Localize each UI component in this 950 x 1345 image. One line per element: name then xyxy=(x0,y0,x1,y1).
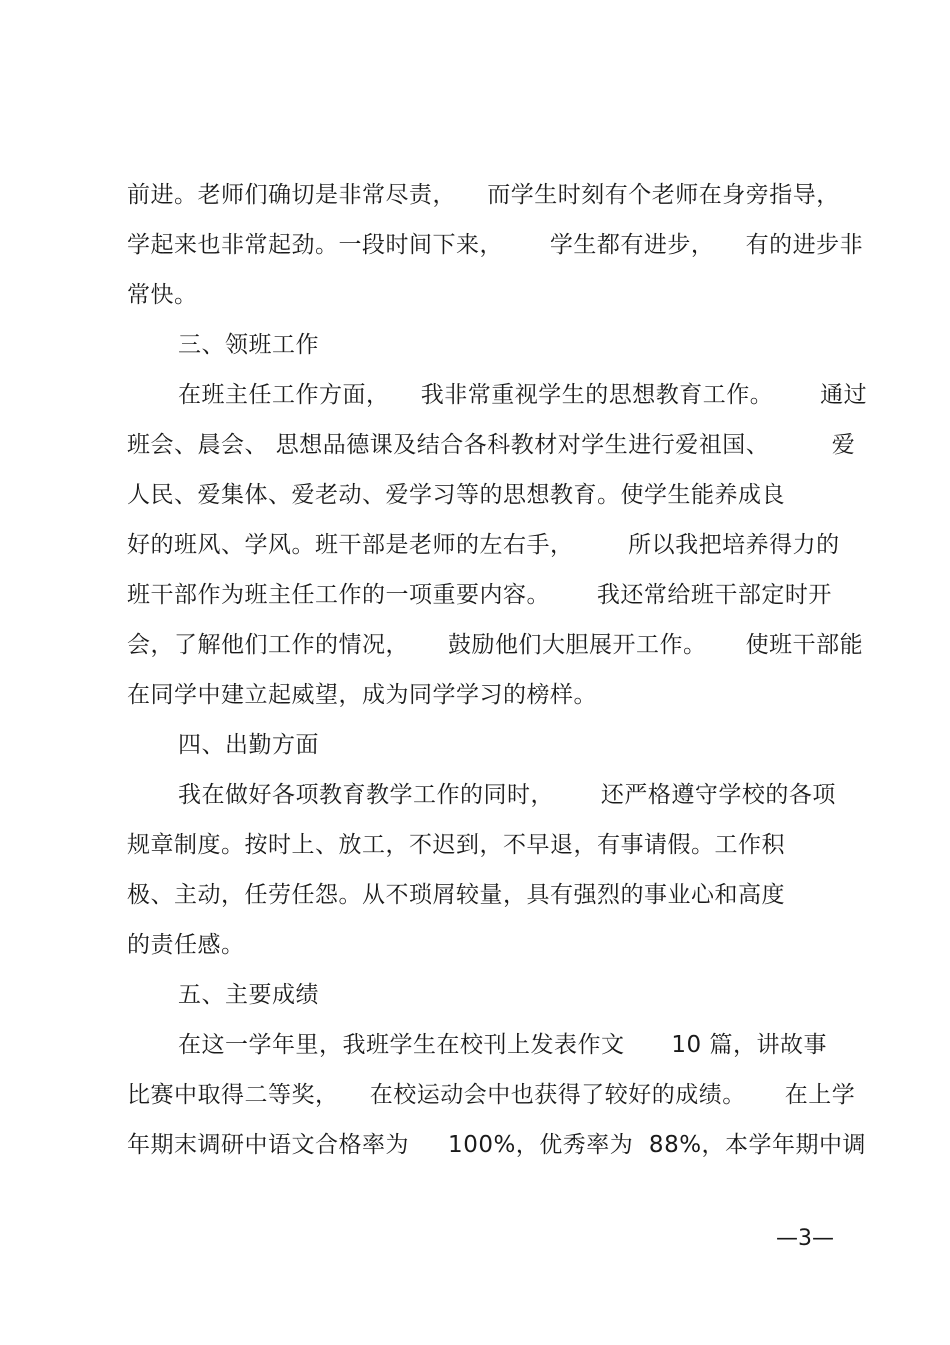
section-heading: 五、主要成绩 xyxy=(178,982,319,1008)
text-line: 极、主动，任劳任怨。从不琐屑较量，具有强烈的事业心和高度 xyxy=(127,882,785,908)
text-line: 的责任感。 xyxy=(127,932,245,958)
text-line: 好的班风、学风。班干部是老师的左右手， 所以我把培养得力的 xyxy=(127,532,840,558)
text-line: 比赛中取得二等奖， 在校运动会中也获得了较好的成绩。 在上学 xyxy=(127,1082,856,1108)
text-line: 学起来也非常起劲。一段时间下来， 学生都有进步， 有的进步非 xyxy=(127,232,864,258)
text-line: 规章制度。按时上、放工，不迟到，不早退，有事请假。工作积 xyxy=(127,832,785,858)
page-number: —3— xyxy=(776,1226,834,1251)
section-heading: 四、出勤方面 xyxy=(178,732,319,758)
text-line: 班会、晨会、 思想品德课及结合各科教材对学生进行爱祖国、 爱 xyxy=(127,432,856,458)
text-line: 前进。老师们确切是非常尽责， 而学生时刻有个老师在身旁指导， xyxy=(127,182,840,208)
text-line: 年期末调研中语文合格率为 100%，优秀率为 88%，本学年期中调 xyxy=(127,1132,867,1158)
section-heading: 三、领班工作 xyxy=(178,332,319,358)
text-line: 会，了解他们工作的情况， 鼓励他们大胆展开工作。 使班干部能 xyxy=(127,632,864,658)
text-line: 在班主任工作方面， 我非常重视学生的思想教育工作。 通过 xyxy=(178,382,868,408)
text-line: 我在做好各项教育教学工作的同时， 还严格遵守学校的各项 xyxy=(178,782,836,808)
text-line: 班干部作为班主任工作的一项重要内容。 我还常给班干部定时开 xyxy=(127,582,832,608)
text-line: 在这一学年里，我班学生在校刊上发表作文 10 篇，讲故事 xyxy=(178,1032,827,1058)
text-line: 常快。 xyxy=(127,282,198,308)
text-line: 在同学中建立起威望，成为同学学习的榜样。 xyxy=(127,682,597,708)
text-line: 人民、爱集体、爱老动、爱学习等的思想教育。使学生能养成良 xyxy=(127,482,785,508)
